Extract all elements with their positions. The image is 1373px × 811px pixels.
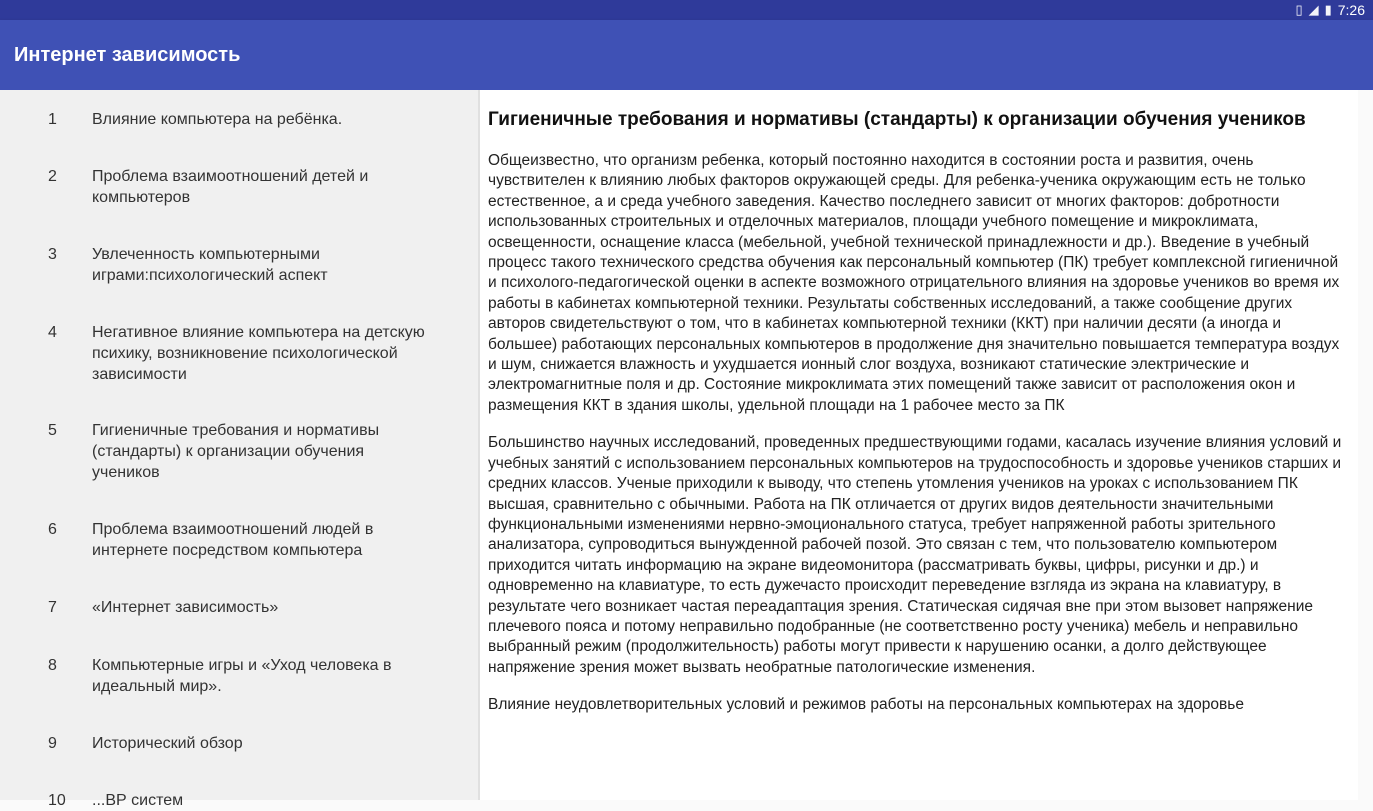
app-title: Интернет зависимость bbox=[14, 43, 241, 66]
signal-icon: ◢ bbox=[1308, 2, 1319, 17]
app-bar bbox=[0, 20, 1373, 90]
toc-item-number: 9 bbox=[48, 735, 57, 752]
toc-item-label: Гигиеничные требования и нормативы (стандарты) к организации обучения учеников bbox=[92, 422, 380, 481]
toc-item-number: 2 bbox=[48, 168, 57, 185]
article-title: Гигиеничные требования и нормативы (стандарты) к организации обучения учеников bbox=[488, 109, 1306, 130]
toc-item-number: 3 bbox=[48, 246, 57, 263]
vibrate-icon: ▯ bbox=[1295, 2, 1303, 17]
status-bar bbox=[0, 0, 1373, 20]
toc-sidebar bbox=[0, 90, 478, 809]
toc-item-number: 10 bbox=[48, 792, 66, 809]
toc-item-label: Проблема взаимоотношений людей в интернете посредством компьютера bbox=[92, 521, 374, 559]
toc-item-label: «Интернет зависимость» bbox=[92, 599, 279, 616]
toc-item-number: 4 bbox=[48, 324, 57, 341]
article bbox=[488, 108, 1350, 733]
status-time: 7:26 bbox=[1337, 2, 1365, 18]
article-pane[interactable] bbox=[480, 90, 1358, 800]
toc-item-number: 5 bbox=[48, 422, 57, 439]
toc-item-label: Проблема взаимоотношений детей и компьютеров bbox=[92, 168, 369, 206]
toc-item-label: Негативное влияние компьютера на детскую психику, возникновение психологической зависимости bbox=[92, 324, 425, 383]
toc-item-label: Увлеченность компьютерными играми:психологический аспект bbox=[92, 246, 328, 284]
scrollbar-track[interactable] bbox=[1358, 90, 1373, 800]
article-paragraph: Большинство научных исследований, проведенных предшествующими годами, касалась изучение влияния условий и учебных занятий с использованием персональных компьютеров на трудоспособность и здоровье учеников старших и средних классов. Ученые приходили к выводу, что степень утомления учеников на уроках с использованием ПК высшая, сравнительно с обычными. Работа на ПК отличается от других видов деятельности значительными функциональными изменениями нервно-эмоционального статуса, требует напряженной работы зрительного анализатора, супроводиться вынужденной рабочей позой. Это связан с тем, что пользователю компьютером приходится читать информацию на экране видеомонитора (рассматривать буквы, цифры, рисунки и др.) и одновременно на клавиатуре, то есть дужечасто происходит переведение взгляда из экрана на клавиатуру, в результате чего возникает частая переадаптация зрения. Статическая сидячая вне при этом вызовет напряжение плечевого пояса и потому неправильно подобранные (не соответственно росту ученика) мебель и неправильно выбранный режим (продолжительность) работы могут привести к нарушению осанки, а долго действующее напряжение зрения может вызвать необратные патологические изменения. bbox=[488, 434, 1342, 676]
toc-item-label: Исторический обзор bbox=[92, 735, 243, 752]
toc-item-number: 6 bbox=[48, 521, 57, 538]
battery-icon: ▮ bbox=[1324, 2, 1332, 17]
toc-item-number: 1 bbox=[48, 111, 57, 128]
article-paragraph: Общеизвестно, что организм ребенка, который постоянно находится в состоянии роста и развития, очень чувствителен к влиянию любых факторов окружающей среды. Для ребенка-ученика окружающим есть не только естественное, а и среда учебного заведения. Качество последнего зависит от многих факторов: добротности использованных строительных и отделочных материалов, площади учебного помещение и микроклимата, освещенности, оснащение класса (мебельной, учебной технической принадлежности и др.). Введение в учебный процесс такого технического средства обучения как персональный компьютер (ПК) требует комплексной гигиеничной и психолого-педагогической оценки в аспекте возможного отрицательного влияния на здоровье учеников во время их работы в кабинетах компьютерной техники. Результаты собственных исследований, а также сообщение других авторов свидетельствуют о том, что в кабинетах компьютерной техники (ККТ) при наличии десяти (а иногда и большее) работающих персональных компьютеров в продолжение дня значительно повышается температура воздух и шум, снижается влажность и ухудшается ионный слог воздуха, возникают статические электрические и электромагнитные поля и др. Состояние микроклимата этих помещений также зависит от расположения окон и размещения ККТ в здания школы, удельной площади на 1 рабочее место за ПК bbox=[488, 152, 1340, 414]
toc-item-label: Компьютерные игры и «Уход человека в идеальный мир». bbox=[92, 657, 392, 695]
toc-item-label: Влияние компьютера на ребёнка. bbox=[92, 111, 343, 128]
toc-item-number: 8 bbox=[48, 657, 57, 674]
toc-item-number: 7 bbox=[48, 599, 57, 616]
toc-item-label: ...ВР систем bbox=[92, 792, 184, 809]
article-paragraph: Влияние неудовлетворительных условий и режимов работы на персональных компьютерах на здоровье bbox=[488, 696, 1244, 714]
